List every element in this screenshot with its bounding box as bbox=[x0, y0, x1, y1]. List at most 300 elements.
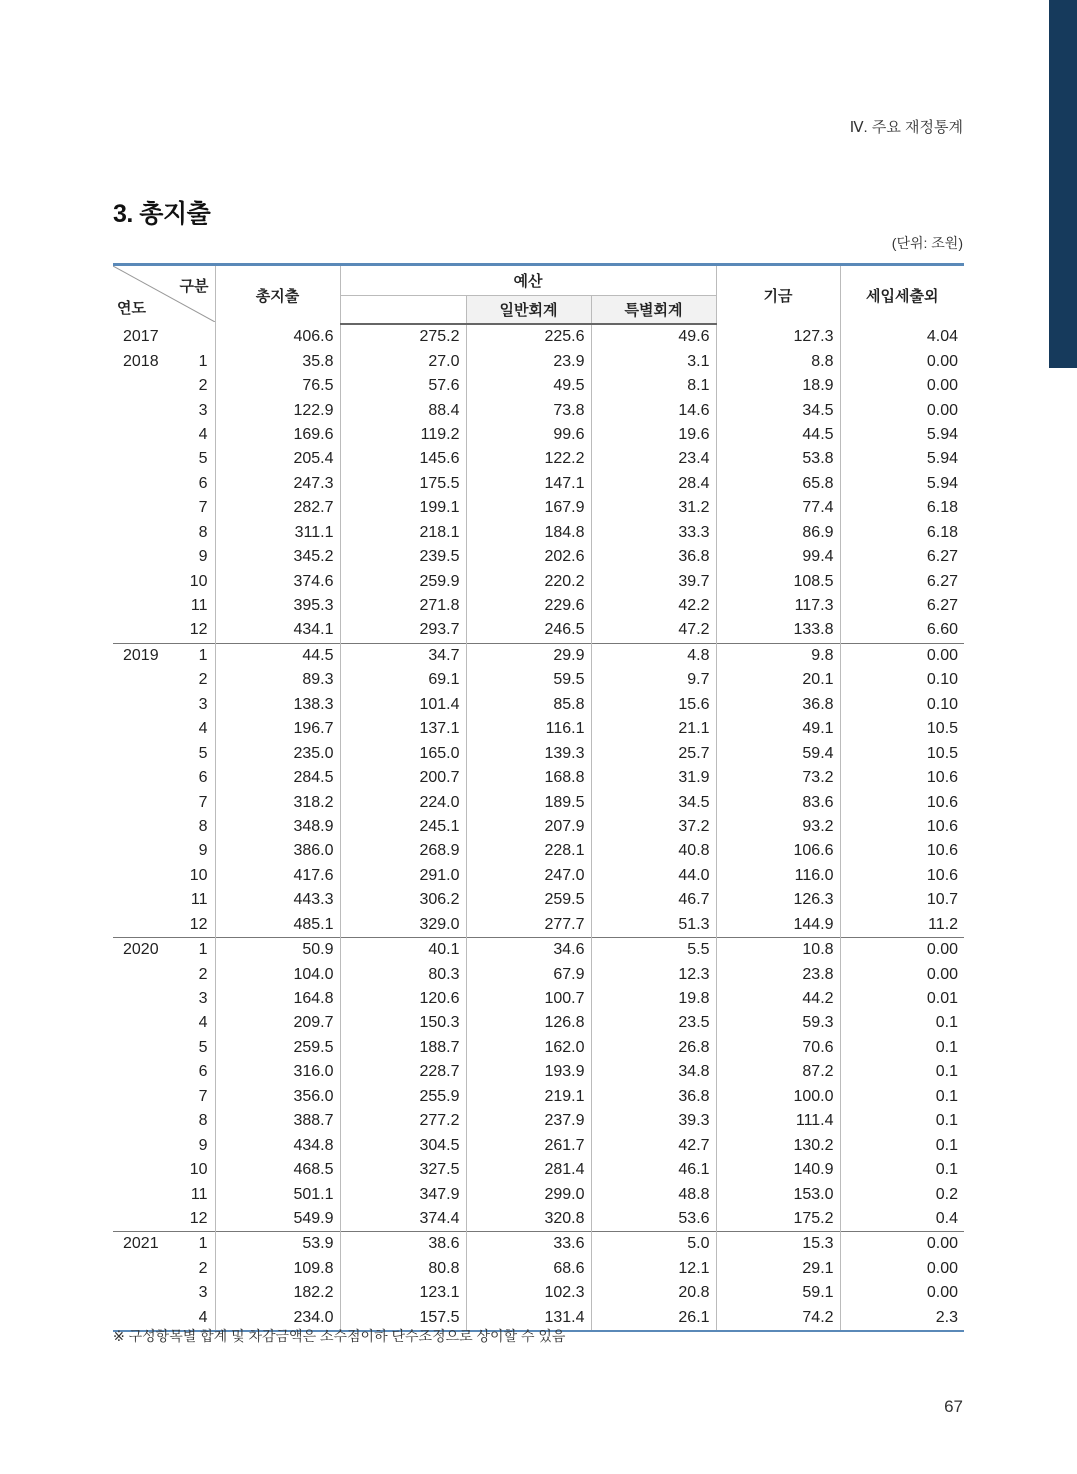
corner-header-cell bbox=[113, 265, 215, 325]
cell-budget: 34.7 bbox=[340, 643, 466, 668]
cell-year bbox=[113, 1011, 163, 1035]
cell-special: 21.1 bbox=[591, 717, 716, 741]
cell-total: 259.5 bbox=[215, 1036, 340, 1060]
cell-budget: 306.2 bbox=[340, 888, 466, 912]
cell-total: 182.2 bbox=[215, 1281, 340, 1305]
cell-extra: 6.18 bbox=[926, 499, 959, 517]
cell-year: 2017 bbox=[123, 327, 159, 345]
cell-special: 26.1 bbox=[591, 1306, 716, 1331]
cell-special: 5.5 bbox=[591, 937, 716, 962]
table-row bbox=[113, 398, 964, 422]
unit-label: (단위: 조원) bbox=[891, 235, 963, 251]
table-row bbox=[113, 717, 964, 741]
cell-budget: 374.4 bbox=[340, 1207, 466, 1232]
cell-general: 147.1 bbox=[466, 472, 591, 496]
table-row bbox=[113, 324, 964, 349]
cell-fund: 8.8 bbox=[716, 349, 840, 373]
cell-budget: 255.9 bbox=[340, 1085, 466, 1109]
cell-fund: 36.8 bbox=[716, 693, 840, 717]
cell-special: 48.8 bbox=[591, 1182, 716, 1206]
cell-extra: 4.04 bbox=[926, 327, 959, 345]
cell-general: 33.6 bbox=[466, 1232, 591, 1257]
cell-budget: 199.1 bbox=[340, 496, 466, 520]
cell-general: 320.8 bbox=[466, 1207, 591, 1232]
cell-special: 36.8 bbox=[591, 545, 716, 569]
cell-budget: 259.9 bbox=[340, 569, 466, 593]
cell-month: 11 bbox=[163, 888, 215, 912]
cell-general: 184.8 bbox=[466, 521, 591, 545]
cell-extra: 6.27 bbox=[926, 572, 959, 590]
table-row bbox=[113, 1257, 964, 1281]
cell-general: 202.6 bbox=[466, 545, 591, 569]
cell-budget: 40.1 bbox=[340, 937, 466, 962]
table-row bbox=[113, 1133, 964, 1157]
cell-year: 2021 bbox=[113, 1232, 163, 1257]
cell-special: 9.7 bbox=[591, 668, 716, 692]
cell-fund: 140.9 bbox=[716, 1158, 840, 1182]
cell-extra: 0.00 bbox=[926, 377, 959, 395]
cell-general: 299.0 bbox=[466, 1182, 591, 1206]
cell-budget: 101.4 bbox=[340, 693, 466, 717]
cell-budget: 175.5 bbox=[340, 472, 466, 496]
cell-year bbox=[113, 864, 163, 888]
cell-general: 167.9 bbox=[466, 496, 591, 520]
cell-month: 7 bbox=[163, 790, 215, 814]
cell-extra: 0.00 bbox=[840, 643, 964, 668]
cell-year bbox=[113, 472, 163, 496]
cell-extra: 6.27 bbox=[926, 548, 959, 566]
table-row bbox=[113, 1281, 964, 1305]
cell-extra: 5.94 bbox=[926, 450, 959, 468]
table-row bbox=[113, 962, 964, 986]
cell-year bbox=[113, 717, 163, 741]
cell-budget: 165.0 bbox=[340, 741, 466, 765]
cell-special: 14.6 bbox=[591, 398, 716, 422]
header-gubun: 구분 bbox=[179, 278, 209, 295]
table-row bbox=[113, 545, 964, 569]
cell-fund: 74.2 bbox=[716, 1306, 840, 1331]
cell-budget: 120.6 bbox=[340, 987, 466, 1011]
cell-month: 1 bbox=[163, 1232, 215, 1257]
cell-month: 12 bbox=[163, 913, 215, 938]
cell-fund: 18.9 bbox=[716, 374, 840, 398]
cell-general: 281.4 bbox=[466, 1158, 591, 1182]
cell-special: 33.3 bbox=[591, 521, 716, 545]
cell-budget: 347.9 bbox=[340, 1182, 466, 1206]
cell-budget: 188.7 bbox=[340, 1036, 466, 1060]
cell-total: 282.7 bbox=[215, 496, 340, 520]
cell-year bbox=[113, 398, 163, 422]
cell-extra: 0.01 bbox=[926, 990, 959, 1008]
cell-extra: 5.94 bbox=[926, 425, 959, 443]
cell-special: 23.4 bbox=[591, 447, 716, 471]
cell-year bbox=[113, 545, 163, 569]
cell-budget: 57.6 bbox=[340, 374, 466, 398]
cell-fund: 153.0 bbox=[716, 1182, 840, 1206]
cell-extra: 6.18 bbox=[926, 523, 959, 541]
cell-special: 46.1 bbox=[591, 1158, 716, 1182]
cell-extra: 0.2 bbox=[935, 1185, 959, 1203]
cell-month: 10 bbox=[163, 864, 215, 888]
cell-general: 225.6 bbox=[466, 324, 591, 349]
table-row bbox=[113, 1085, 964, 1109]
cell-month: 5 bbox=[163, 741, 215, 765]
cell-month: 2 bbox=[163, 668, 215, 692]
cell-extra: 0.00 bbox=[926, 1284, 959, 1302]
cell-month: 4 bbox=[163, 423, 215, 447]
cell-total: 196.7 bbox=[215, 717, 340, 741]
cell-general: 34.6 bbox=[466, 937, 591, 962]
cell-special: 46.7 bbox=[591, 888, 716, 912]
cell-budget: 80.3 bbox=[340, 962, 466, 986]
cell-extra: 10.6 bbox=[926, 842, 959, 860]
table-row bbox=[113, 594, 964, 618]
header-general: 일반회계 bbox=[466, 296, 591, 325]
cell-extra: 10.6 bbox=[926, 793, 959, 811]
cell-general: 67.9 bbox=[466, 962, 591, 986]
cell-month: 8 bbox=[163, 1109, 215, 1133]
table-row bbox=[113, 618, 964, 643]
cell-fund: 23.8 bbox=[716, 962, 840, 986]
table-row bbox=[113, 643, 964, 668]
cell-month: 6 bbox=[163, 472, 215, 496]
cell-extra: 10.5 bbox=[926, 744, 959, 762]
cell-month: 11 bbox=[163, 594, 215, 618]
cell-month: 5 bbox=[163, 447, 215, 471]
cell-extra: 0.1 bbox=[935, 1014, 959, 1032]
cell-total: 89.3 bbox=[215, 668, 340, 692]
cell-extra: 0.4 bbox=[935, 1209, 959, 1227]
cell-general: 131.4 bbox=[466, 1306, 591, 1331]
cell-year bbox=[113, 693, 163, 717]
cell-general: 261.7 bbox=[466, 1133, 591, 1157]
cell-general: 259.5 bbox=[466, 888, 591, 912]
cell-special: 4.8 bbox=[591, 643, 716, 668]
cell-fund: 59.3 bbox=[716, 1011, 840, 1035]
cell-budget: 228.7 bbox=[340, 1060, 466, 1084]
page-number: 67 bbox=[944, 1397, 963, 1416]
table-row bbox=[113, 839, 964, 863]
cell-fund: 175.2 bbox=[716, 1207, 840, 1232]
cell-total: 406.6 bbox=[215, 324, 340, 349]
cell-year bbox=[113, 815, 163, 839]
cell-special: 19.8 bbox=[591, 987, 716, 1011]
cell-extra: 10.6 bbox=[926, 866, 959, 884]
cell-budget: 271.8 bbox=[340, 594, 466, 618]
cell-budget: 239.5 bbox=[340, 545, 466, 569]
header-budget-blank bbox=[340, 296, 466, 325]
cell-year bbox=[113, 1207, 163, 1232]
cell-general: 193.9 bbox=[466, 1060, 591, 1084]
cell-special: 39.3 bbox=[591, 1109, 716, 1133]
cell-budget: 200.7 bbox=[340, 766, 466, 790]
cell-fund: 49.1 bbox=[716, 717, 840, 741]
cell-general: 102.3 bbox=[466, 1281, 591, 1305]
cell-month bbox=[163, 324, 215, 349]
cell-general: 220.2 bbox=[466, 569, 591, 593]
cell-year bbox=[113, 374, 163, 398]
cell-year bbox=[113, 1085, 163, 1109]
cell-fund: 126.3 bbox=[716, 888, 840, 912]
cell-year bbox=[113, 741, 163, 765]
expenditure-table bbox=[113, 263, 964, 1332]
cell-special: 8.1 bbox=[591, 374, 716, 398]
cell-extra: 0.10 bbox=[926, 695, 959, 713]
cell-extra: 5.94 bbox=[926, 474, 959, 492]
table-row bbox=[113, 693, 964, 717]
cell-budget: 69.1 bbox=[340, 668, 466, 692]
cell-year bbox=[113, 423, 163, 447]
cell-special: 31.9 bbox=[591, 766, 716, 790]
cell-general: 116.1 bbox=[466, 717, 591, 741]
cell-total: 549.9 bbox=[215, 1207, 340, 1232]
cell-extra: 11.2 bbox=[928, 915, 959, 933]
cell-general: 23.9 bbox=[466, 349, 591, 373]
cell-special: 34.5 bbox=[591, 790, 716, 814]
cell-fund: 93.2 bbox=[716, 815, 840, 839]
cell-year bbox=[113, 1036, 163, 1060]
cell-total: 348.9 bbox=[215, 815, 340, 839]
cell-fund: 111.4 bbox=[716, 1109, 840, 1133]
cell-general: 246.5 bbox=[466, 618, 591, 643]
cell-fund: 86.9 bbox=[716, 521, 840, 545]
cell-special: 15.6 bbox=[591, 693, 716, 717]
cell-budget: 275.2 bbox=[340, 324, 466, 349]
header-extra: 세입세출외 bbox=[840, 265, 964, 325]
cell-budget: 245.1 bbox=[340, 815, 466, 839]
cell-extra: 0.00 bbox=[926, 352, 959, 370]
cell-special: 5.0 bbox=[591, 1232, 716, 1257]
cell-extra: 0.1 bbox=[935, 1112, 959, 1130]
cell-total: 76.5 bbox=[215, 374, 340, 398]
cell-total: 164.8 bbox=[215, 987, 340, 1011]
cell-total: 316.0 bbox=[215, 1060, 340, 1084]
cell-total: 205.4 bbox=[215, 447, 340, 471]
cell-budget: 38.6 bbox=[340, 1232, 466, 1257]
cell-total: 247.3 bbox=[215, 472, 340, 496]
cell-year bbox=[113, 1158, 163, 1182]
cell-special: 53.6 bbox=[591, 1207, 716, 1232]
cell-fund: 59.1 bbox=[716, 1281, 840, 1305]
cell-fund: 117.3 bbox=[716, 594, 840, 618]
table-row bbox=[113, 521, 964, 545]
cell-month: 12 bbox=[163, 1207, 215, 1232]
cell-fund: 99.4 bbox=[716, 545, 840, 569]
table-row bbox=[113, 349, 964, 373]
cell-month: 1 bbox=[163, 643, 215, 668]
table-row bbox=[113, 1060, 964, 1084]
table-row bbox=[113, 766, 964, 790]
table-row bbox=[113, 569, 964, 593]
cell-year bbox=[113, 594, 163, 618]
cell-budget: 327.5 bbox=[340, 1158, 466, 1182]
cell-special: 44.0 bbox=[591, 864, 716, 888]
cell-fund: 144.9 bbox=[716, 913, 840, 938]
cell-general: 277.7 bbox=[466, 913, 591, 938]
cell-year bbox=[113, 839, 163, 863]
cell-special: 42.7 bbox=[591, 1133, 716, 1157]
cell-month: 11 bbox=[163, 1182, 215, 1206]
cell-month: 4 bbox=[163, 1306, 215, 1331]
cell-extra: 0.00 bbox=[926, 1259, 959, 1277]
cell-extra: 10.5 bbox=[926, 720, 959, 738]
cell-total: 169.6 bbox=[215, 423, 340, 447]
cell-month: 10 bbox=[163, 1158, 215, 1182]
cell-general: 162.0 bbox=[466, 1036, 591, 1060]
cell-total: 356.0 bbox=[215, 1085, 340, 1109]
cell-fund: 10.8 bbox=[716, 937, 840, 962]
cell-extra: 0.00 bbox=[926, 401, 959, 419]
cell-year bbox=[113, 962, 163, 986]
cell-year bbox=[113, 618, 163, 643]
cell-budget: 157.5 bbox=[340, 1306, 466, 1331]
cell-extra: 0.00 bbox=[840, 1232, 964, 1257]
cell-special: 37.2 bbox=[591, 815, 716, 839]
cell-extra: 0.1 bbox=[935, 1161, 959, 1179]
cell-general: 237.9 bbox=[466, 1109, 591, 1133]
cell-year bbox=[113, 790, 163, 814]
cell-extra: 6.60 bbox=[926, 621, 959, 639]
cell-fund: 34.5 bbox=[716, 398, 840, 422]
cell-budget: 268.9 bbox=[340, 839, 466, 863]
cell-year bbox=[113, 1182, 163, 1206]
cell-special: 20.8 bbox=[591, 1281, 716, 1305]
cell-fund: 100.0 bbox=[716, 1085, 840, 1109]
cell-year: 2019 bbox=[113, 643, 163, 668]
header-total: 총지출 bbox=[215, 265, 340, 325]
page-title: 3. 총지출 bbox=[113, 200, 211, 228]
cell-month: 8 bbox=[163, 521, 215, 545]
cell-total: 485.1 bbox=[215, 913, 340, 938]
cell-general: 168.8 bbox=[466, 766, 591, 790]
cell-year bbox=[113, 1060, 163, 1084]
cell-extra: 0.1 bbox=[935, 1087, 959, 1105]
table-row bbox=[113, 1232, 964, 1257]
cell-total: 395.3 bbox=[215, 594, 340, 618]
table-row bbox=[113, 864, 964, 888]
header-budget: 예산 bbox=[340, 265, 716, 296]
cell-total: 468.5 bbox=[215, 1158, 340, 1182]
cell-extra: 0.10 bbox=[926, 671, 959, 689]
cell-special: 39.7 bbox=[591, 569, 716, 593]
cell-special: 42.2 bbox=[591, 594, 716, 618]
cell-month: 9 bbox=[163, 839, 215, 863]
cell-month: 7 bbox=[163, 1085, 215, 1109]
cell-month: 6 bbox=[163, 766, 215, 790]
table-row bbox=[113, 1036, 964, 1060]
cell-month: 2 bbox=[163, 962, 215, 986]
cell-total: 318.2 bbox=[215, 790, 340, 814]
table-row bbox=[113, 423, 964, 447]
table-row bbox=[113, 815, 964, 839]
cell-fund: 44.2 bbox=[716, 987, 840, 1011]
cell-general: 122.2 bbox=[466, 447, 591, 471]
cell-year: 2018 bbox=[123, 352, 159, 370]
cell-general: 85.8 bbox=[466, 693, 591, 717]
cell-total: 374.6 bbox=[215, 569, 340, 593]
cell-month: 2 bbox=[163, 1257, 215, 1281]
cell-general: 207.9 bbox=[466, 815, 591, 839]
cell-total: 386.0 bbox=[215, 839, 340, 863]
header-special: 특별회계 bbox=[591, 296, 716, 325]
cell-fund: 65.8 bbox=[716, 472, 840, 496]
cell-fund: 29.1 bbox=[716, 1257, 840, 1281]
table-row bbox=[113, 888, 964, 912]
cell-fund: 83.6 bbox=[716, 790, 840, 814]
header-fund: 기금 bbox=[716, 265, 840, 325]
cell-extra: 6.27 bbox=[926, 597, 959, 615]
table-row bbox=[113, 472, 964, 496]
cell-total: 235.0 bbox=[215, 741, 340, 765]
cell-special: 3.1 bbox=[591, 349, 716, 373]
cell-budget: 329.0 bbox=[340, 913, 466, 938]
cell-budget: 277.2 bbox=[340, 1109, 466, 1133]
cell-total: 443.3 bbox=[215, 888, 340, 912]
cell-general: 99.6 bbox=[466, 423, 591, 447]
cell-extra: 0.00 bbox=[840, 937, 964, 962]
table-row bbox=[113, 1158, 964, 1182]
cell-total: 501.1 bbox=[215, 1182, 340, 1206]
cell-total: 109.8 bbox=[215, 1257, 340, 1281]
cell-general: 139.3 bbox=[466, 741, 591, 765]
cell-fund: 59.4 bbox=[716, 741, 840, 765]
table-row bbox=[113, 741, 964, 765]
cell-month: 5 bbox=[163, 1036, 215, 1060]
cell-month: 3 bbox=[163, 398, 215, 422]
cell-special: 28.4 bbox=[591, 472, 716, 496]
cell-year bbox=[113, 1109, 163, 1133]
cell-special: 31.2 bbox=[591, 496, 716, 520]
cell-month: 6 bbox=[163, 1060, 215, 1084]
cell-fund: 53.8 bbox=[716, 447, 840, 471]
cell-general: 228.1 bbox=[466, 839, 591, 863]
cell-year bbox=[113, 521, 163, 545]
cell-total: 138.3 bbox=[215, 693, 340, 717]
cell-month: 1 bbox=[163, 937, 215, 962]
cell-total: 284.5 bbox=[215, 766, 340, 790]
cell-general: 229.6 bbox=[466, 594, 591, 618]
cell-month: 7 bbox=[163, 496, 215, 520]
expenditure-table-wrapper bbox=[113, 263, 964, 1332]
table-row bbox=[113, 1109, 964, 1133]
cell-general: 247.0 bbox=[466, 864, 591, 888]
cell-month: 1 bbox=[163, 349, 215, 373]
cell-year bbox=[113, 1257, 163, 1281]
table-row bbox=[113, 1011, 964, 1035]
cell-fund: 133.8 bbox=[716, 618, 840, 643]
cell-budget: 218.1 bbox=[340, 521, 466, 545]
cell-budget: 119.2 bbox=[340, 423, 466, 447]
cell-total: 417.6 bbox=[215, 864, 340, 888]
cell-total: 388.7 bbox=[215, 1109, 340, 1133]
cell-total: 122.9 bbox=[215, 398, 340, 422]
cell-fund: 108.5 bbox=[716, 569, 840, 593]
table-body bbox=[113, 324, 964, 1331]
cell-special: 12.1 bbox=[591, 1257, 716, 1281]
cell-fund: 87.2 bbox=[716, 1060, 840, 1084]
cell-general: 49.5 bbox=[466, 374, 591, 398]
cell-month: 2 bbox=[163, 374, 215, 398]
cell-year bbox=[113, 888, 163, 912]
cell-fund: 70.6 bbox=[716, 1036, 840, 1060]
cell-total: 44.5 bbox=[215, 643, 340, 668]
cell-budget: 304.5 bbox=[340, 1133, 466, 1157]
cell-year bbox=[113, 1133, 163, 1157]
cell-year bbox=[113, 766, 163, 790]
cell-fund: 127.3 bbox=[716, 324, 840, 349]
cell-month: 3 bbox=[163, 987, 215, 1011]
cell-fund: 77.4 bbox=[716, 496, 840, 520]
